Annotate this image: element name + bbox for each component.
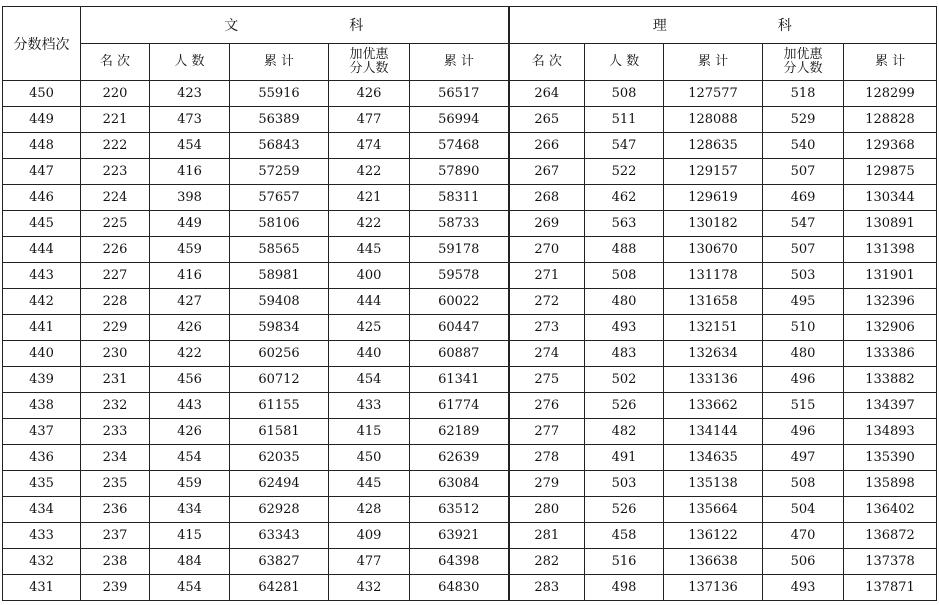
wen-bonus-cumulative-cell: 63921 [410,523,509,549]
li-bonus-count-cell: 493 [763,575,844,601]
li-bonus-cumulative-cell: 132396 [844,289,937,315]
li-rank-header: 名 次 [509,44,585,81]
wen-bonus-header-line1: 加优惠 [349,47,389,62]
li-count-cell: 483 [585,341,664,367]
wen-cumulative-cell: 62494 [230,471,329,497]
score-cell: 440 [3,341,81,367]
score-cell: 432 [3,549,81,575]
wen-cumulative-cell: 60256 [230,341,329,367]
li-cumulative-cell: 136122 [664,523,763,549]
li-rank-cell: 270 [509,237,585,263]
score-cell: 445 [3,211,81,237]
table-row [3,133,937,159]
wen-bonus-count-cell: 433 [329,393,410,419]
score-cell: 439 [3,367,81,393]
wen-rank-header: 名 次 [81,44,150,81]
wen-rank-cell: 229 [81,315,150,341]
wen-cumulative-cell: 56843 [230,133,329,159]
table-row [3,315,937,341]
wen-count-header: 人 数 [150,44,230,81]
wen-bonus-count-cell: 440 [329,341,410,367]
wen-bonus-cumulative-header: 累 计 [410,44,509,81]
table-row [3,107,937,133]
wen-rank-cell: 222 [81,133,150,159]
wen-bonus-cumulative-cell: 63512 [410,497,509,523]
wen-count-cell: 426 [150,315,230,341]
wen-rank-cell: 223 [81,159,150,185]
wen-count-cell: 398 [150,185,230,211]
li-bonus-count-cell: 496 [763,367,844,393]
li-cumulative-cell: 129157 [664,159,763,185]
li-cumulative-cell: 130182 [664,211,763,237]
li-rank-cell: 280 [509,497,585,523]
wen-bonus-count-cell: 444 [329,289,410,315]
score-cell: 448 [3,133,81,159]
li-bonus-cumulative-cell: 129368 [844,133,937,159]
li-cumulative-cell: 137136 [664,575,763,601]
wen-rank-cell: 226 [81,237,150,263]
score-cell: 450 [3,81,81,107]
li-rank-cell: 277 [509,419,585,445]
li-bonus-count-cell: 540 [763,133,844,159]
li-bonus-count-cell: 495 [763,289,844,315]
wen-bonus-count-cell: 445 [329,471,410,497]
li-header-char1: 理 [652,18,668,34]
wen-cumulative-cell: 62035 [230,445,329,471]
score-cell: 436 [3,445,81,471]
li-bonus-count-cell: 470 [763,523,844,549]
li-bonus-count-cell: 506 [763,549,844,575]
li-cumulative-cell: 128088 [664,107,763,133]
score-cell: 437 [3,419,81,445]
wen-count-cell: 422 [150,341,230,367]
li-rank-cell: 264 [509,81,585,107]
li-rank-cell: 265 [509,107,585,133]
wen-count-cell: 415 [150,523,230,549]
score-cell: 449 [3,107,81,133]
wen-cumulative-cell: 60712 [230,367,329,393]
wen-bonus-count-cell: 477 [329,107,410,133]
li-bonus-cumulative-cell: 128828 [844,107,937,133]
table-row [3,341,937,367]
wen-cumulative-cell: 64281 [230,575,329,601]
li-cumulative-cell: 133662 [664,393,763,419]
li-cumulative-cell: 129619 [664,185,763,211]
wen-rank-cell: 236 [81,497,150,523]
wen-count-cell: 459 [150,471,230,497]
wen-bonus-cumulative-cell: 57890 [410,159,509,185]
li-cumulative-cell: 132151 [664,315,763,341]
table-row [3,523,937,549]
wen-bonus-cumulative-cell: 60887 [410,341,509,367]
wen-cumulative-cell: 55916 [230,81,329,107]
wen-rank-cell: 224 [81,185,150,211]
li-count-cell: 493 [585,315,664,341]
li-cumulative-cell: 131178 [664,263,763,289]
table-body [3,81,937,601]
score-distribution-table [2,6,937,601]
score-cell: 446 [3,185,81,211]
wen-bonus-cumulative-cell: 56517 [410,81,509,107]
wen-bonus-count-cell: 422 [329,159,410,185]
li-bonus-count-cell: 504 [763,497,844,523]
li-count-cell: 502 [585,367,664,393]
wen-bonus-cumulative-cell: 61341 [410,367,509,393]
table-row [3,237,937,263]
li-rank-cell: 282 [509,549,585,575]
wen-count-cell: 416 [150,159,230,185]
wen-rank-cell: 230 [81,341,150,367]
li-bonus-count-cell: 507 [763,237,844,263]
li-cumulative-cell: 134144 [664,419,763,445]
li-bonus-count-cell: 497 [763,445,844,471]
wen-count-cell: 459 [150,237,230,263]
score-cell: 434 [3,497,81,523]
wen-header-char1: 文 [224,18,240,34]
wen-rank-cell: 227 [81,263,150,289]
li-count-cell: 508 [585,263,664,289]
wen-cumulative-cell: 58106 [230,211,329,237]
wen-count-cell: 426 [150,419,230,445]
li-count-cell: 462 [585,185,664,211]
table-row [3,471,937,497]
wen-bonus-cumulative-cell: 60447 [410,315,509,341]
li-bonus-cumulative-cell: 132906 [844,315,937,341]
wen-cumulative-cell: 63827 [230,549,329,575]
wen-bonus-count-cell: 422 [329,211,410,237]
li-count-cell: 526 [585,497,664,523]
li-count-cell: 511 [585,107,664,133]
wen-bonus-cumulative-cell: 64830 [410,575,509,601]
wen-cumulative-cell: 59834 [230,315,329,341]
li-cumulative-cell: 131658 [664,289,763,315]
table-row [3,393,937,419]
wen-bonus-count-cell: 450 [329,445,410,471]
wen-rank-cell: 220 [81,81,150,107]
wen-cumulative-cell: 56389 [230,107,329,133]
li-count-cell: 522 [585,159,664,185]
wen-bonus-cumulative-cell: 60022 [410,289,509,315]
li-cumulative-cell: 135138 [664,471,763,497]
table-row [3,445,937,471]
li-count-cell: 516 [585,549,664,575]
wen-count-cell: 423 [150,81,230,107]
wen-cumulative-cell: 61581 [230,419,329,445]
wen-count-cell: 454 [150,575,230,601]
li-count-cell: 526 [585,393,664,419]
wen-bonus-header [329,44,410,81]
wen-cumulative-cell: 62928 [230,497,329,523]
table-row [3,497,937,523]
score-cell: 438 [3,393,81,419]
wen-count-cell: 484 [150,549,230,575]
li-cumulative-cell: 136638 [664,549,763,575]
wen-count-cell: 416 [150,263,230,289]
li-bonus-cumulative-cell: 134397 [844,393,937,419]
li-bonus-count-cell: 510 [763,315,844,341]
wen-rank-cell: 238 [81,549,150,575]
table-row [3,185,937,211]
li-cumulative-header: 累 计 [664,44,763,81]
li-bonus-count-cell: 518 [763,81,844,107]
li-bonus-cumulative-cell: 136872 [844,523,937,549]
wen-group-header [81,7,509,44]
wen-rank-cell: 233 [81,419,150,445]
wen-bonus-count-cell: 474 [329,133,410,159]
wen-count-cell: 443 [150,393,230,419]
li-rank-cell: 269 [509,211,585,237]
wen-rank-cell: 239 [81,575,150,601]
li-bonus-cumulative-cell: 128299 [844,81,937,107]
wen-bonus-count-cell: 477 [329,549,410,575]
li-bonus-cumulative-cell: 129875 [844,159,937,185]
li-bonus-cumulative-cell: 133882 [844,367,937,393]
wen-bonus-count-cell: 415 [329,419,410,445]
table-row [3,211,937,237]
table-row [3,289,937,315]
table-row [3,575,937,601]
wen-bonus-count-cell: 400 [329,263,410,289]
wen-cumulative-cell: 59408 [230,289,329,315]
score-cell: 431 [3,575,81,601]
li-count-cell: 480 [585,289,664,315]
wen-bonus-cumulative-cell: 59578 [410,263,509,289]
li-bonus-cumulative-cell: 135898 [844,471,937,497]
li-rank-cell: 267 [509,159,585,185]
li-cumulative-cell: 135664 [664,497,763,523]
wen-count-cell: 454 [150,445,230,471]
score-cell: 442 [3,289,81,315]
li-count-cell: 458 [585,523,664,549]
wen-cumulative-cell: 57259 [230,159,329,185]
li-header-char2: 科 [777,18,793,34]
li-bonus-cumulative-cell: 136402 [844,497,937,523]
wen-count-cell: 456 [150,367,230,393]
wen-count-cell: 427 [150,289,230,315]
wen-bonus-cumulative-cell: 59178 [410,237,509,263]
wen-bonus-count-cell: 432 [329,575,410,601]
li-bonus-cumulative-cell: 137378 [844,549,937,575]
li-bonus-count-cell: 547 [763,211,844,237]
wen-bonus-header-line2: 分人数 [349,61,389,76]
li-rank-cell: 272 [509,289,585,315]
wen-bonus-count-cell: 428 [329,497,410,523]
li-bonus-count-cell: 507 [763,159,844,185]
wen-count-cell: 454 [150,133,230,159]
wen-rank-cell: 231 [81,367,150,393]
li-count-cell: 508 [585,81,664,107]
li-bonus-cumulative-cell: 135390 [844,445,937,471]
li-count-cell: 488 [585,237,664,263]
wen-bonus-cumulative-cell: 63084 [410,471,509,497]
wen-header-char2: 科 [349,18,365,34]
score-cell: 444 [3,237,81,263]
li-bonus-count-cell: 480 [763,341,844,367]
li-count-cell: 563 [585,211,664,237]
score-cell: 441 [3,315,81,341]
li-rank-cell: 266 [509,133,585,159]
score-cell: 447 [3,159,81,185]
li-count-cell: 491 [585,445,664,471]
wen-cumulative-cell: 63343 [230,523,329,549]
wen-rank-cell: 237 [81,523,150,549]
table-row [3,367,937,393]
table-row [3,419,937,445]
wen-bonus-count-cell: 426 [329,81,410,107]
li-bonus-cumulative-header: 累 计 [844,44,937,81]
li-bonus-cumulative-cell: 130891 [844,211,937,237]
wen-cumulative-cell: 58981 [230,263,329,289]
li-rank-cell: 281 [509,523,585,549]
li-count-cell: 503 [585,471,664,497]
wen-bonus-cumulative-cell: 62639 [410,445,509,471]
header-row-columns [3,44,937,81]
li-bonus-header-line2: 分人数 [783,61,823,76]
wen-bonus-cumulative-cell: 61774 [410,393,509,419]
wen-bonus-cumulative-cell: 58733 [410,211,509,237]
score-header: 分数档次 [3,7,81,81]
wen-cumulative-header: 累 计 [230,44,329,81]
table-row [3,81,937,107]
score-cell: 433 [3,523,81,549]
li-bonus-cumulative-cell: 131901 [844,263,937,289]
li-rank-cell: 274 [509,341,585,367]
header-row-groups [3,7,937,44]
table-row [3,549,937,575]
li-cumulative-cell: 130670 [664,237,763,263]
li-count-cell: 547 [585,133,664,159]
wen-rank-cell: 225 [81,211,150,237]
li-cumulative-cell: 128635 [664,133,763,159]
table-row [3,263,937,289]
wen-count-cell: 434 [150,497,230,523]
wen-bonus-cumulative-cell: 62189 [410,419,509,445]
wen-rank-cell: 221 [81,107,150,133]
wen-rank-cell: 228 [81,289,150,315]
li-count-cell: 498 [585,575,664,601]
li-bonus-count-cell: 469 [763,185,844,211]
li-bonus-cumulative-cell: 133386 [844,341,937,367]
li-bonus-count-cell: 515 [763,393,844,419]
wen-count-cell: 449 [150,211,230,237]
li-bonus-header [763,44,844,81]
wen-bonus-cumulative-cell: 56994 [410,107,509,133]
li-bonus-cumulative-cell: 137871 [844,575,937,601]
wen-bonus-count-cell: 425 [329,315,410,341]
li-bonus-cumulative-cell: 134893 [844,419,937,445]
wen-rank-cell: 232 [81,393,150,419]
li-group-header [509,7,937,44]
li-cumulative-cell: 134635 [664,445,763,471]
wen-count-cell: 473 [150,107,230,133]
li-bonus-cumulative-cell: 130344 [844,185,937,211]
li-cumulative-cell: 132634 [664,341,763,367]
li-rank-cell: 276 [509,393,585,419]
li-bonus-count-cell: 529 [763,107,844,133]
li-bonus-count-cell: 508 [763,471,844,497]
wen-cumulative-cell: 57657 [230,185,329,211]
wen-bonus-count-cell: 445 [329,237,410,263]
li-rank-cell: 283 [509,575,585,601]
li-count-cell: 482 [585,419,664,445]
wen-cumulative-cell: 58565 [230,237,329,263]
li-rank-cell: 275 [509,367,585,393]
score-cell: 435 [3,471,81,497]
wen-bonus-cumulative-cell: 64398 [410,549,509,575]
li-cumulative-cell: 127577 [664,81,763,107]
li-bonus-cumulative-cell: 131398 [844,237,937,263]
li-bonus-count-cell: 503 [763,263,844,289]
li-rank-cell: 268 [509,185,585,211]
li-rank-cell: 279 [509,471,585,497]
li-cumulative-cell: 133136 [664,367,763,393]
li-rank-cell: 278 [509,445,585,471]
wen-bonus-count-cell: 454 [329,367,410,393]
li-rank-cell: 271 [509,263,585,289]
wen-rank-cell: 235 [81,471,150,497]
wen-bonus-count-cell: 409 [329,523,410,549]
table-row [3,159,937,185]
wen-rank-cell: 234 [81,445,150,471]
wen-bonus-cumulative-cell: 58311 [410,185,509,211]
li-bonus-count-cell: 496 [763,419,844,445]
li-rank-cell: 273 [509,315,585,341]
li-bonus-header-line1: 加优惠 [783,47,823,62]
wen-cumulative-cell: 61155 [230,393,329,419]
wen-bonus-count-cell: 421 [329,185,410,211]
score-cell: 443 [3,263,81,289]
wen-bonus-cumulative-cell: 57468 [410,133,509,159]
li-count-header: 人 数 [585,44,664,81]
